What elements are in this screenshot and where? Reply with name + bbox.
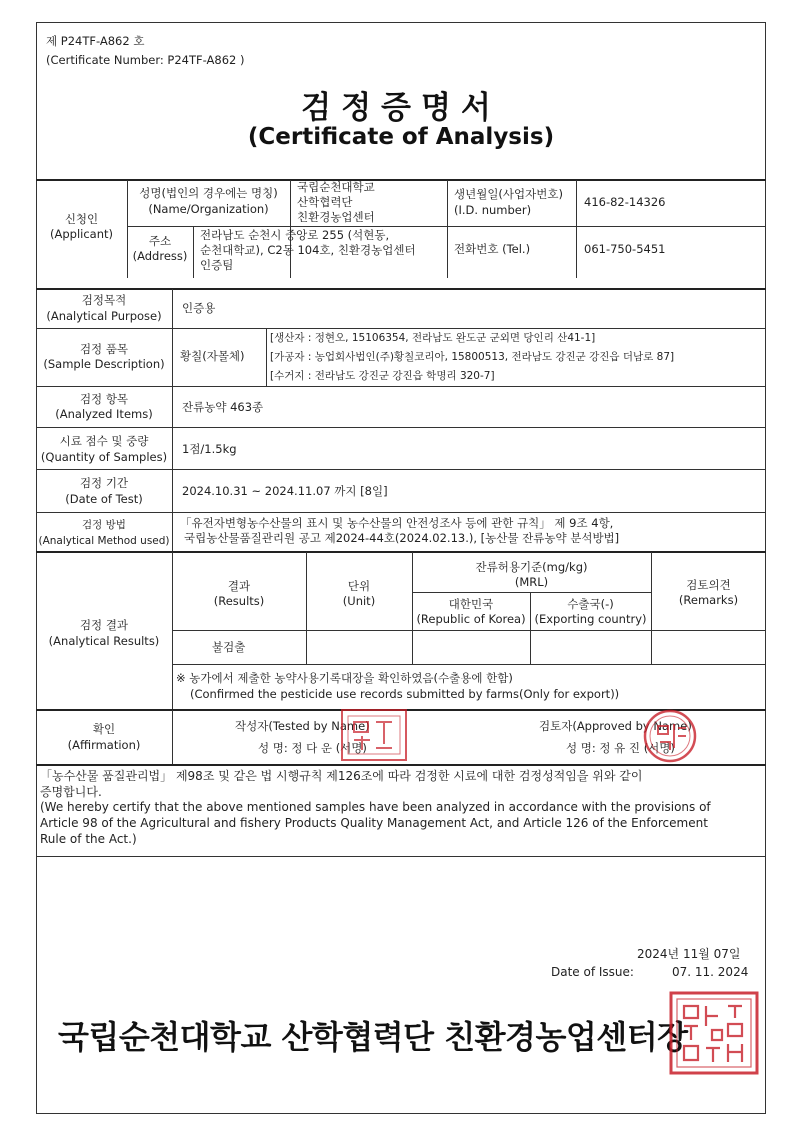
address-label-en: (Address) (132, 249, 188, 263)
tested-by-name: 성 명: 정 다 운 (서명) (258, 741, 367, 755)
result-value: 불검출 (212, 640, 246, 654)
sample-name: 황칠(자몰체) (180, 349, 245, 363)
date-of-test-label-ko: 검정 기간 (79, 476, 129, 490)
title-korean: 검정증명서 (301, 90, 501, 126)
col-export-en: (Exporting country) (534, 612, 647, 626)
address-label-ko: 주소 (148, 234, 172, 248)
certify-en-line3: Rule of the Act.) (40, 832, 137, 846)
col-remarks-en: (Remarks) (678, 593, 739, 607)
method-line1: 「유전자변형농수산물의 표시 및 농수산물의 안전성조사 등에 관한 규칙」 제 9조 4항, (180, 516, 614, 530)
name-label-en: (Name/Organization) (148, 202, 269, 216)
date-of-test-label-en: (Date of Test) (65, 492, 143, 506)
items-label-en: (Analyzed Items) (55, 407, 153, 421)
address-line1: 전라남도 순천시 중앙로 255 (석현동, (200, 228, 390, 242)
tester-seal-icon (336, 706, 412, 764)
affirmation-label-ko: 확인 (92, 722, 116, 736)
quantity-label-en: (Quantity of Samples) (40, 450, 168, 464)
cert-number-en: (Certificate Number: P24TF-A862 ) (46, 53, 245, 67)
sample-label-ko: 검정 품목 (79, 342, 129, 356)
method-line2: 국립농산물품질관리원 공고 제2024-44호(2024.02.13.), [농산물 잔류농약 분석방법] (184, 531, 620, 545)
purpose-value: 인증용 (182, 301, 216, 315)
address-line2: 순천대학교), C2동 104호, 친환경농업센터 (200, 243, 416, 257)
name-label-ko: 성명(법인의 경우에는 명칭) (139, 186, 278, 200)
quantity-label-ko: 시료 점수 및 중량 (59, 434, 149, 448)
sample-producer: [생산자 : 정현오, 15106354, 전라남도 완도군 군외면 당인리 산41-1] (270, 332, 596, 344)
method-label-ko: 검정 방법 (82, 519, 126, 531)
col-result-ko: 결과 (227, 579, 251, 593)
quantity-value: 1점/1.5kg (182, 442, 237, 456)
method-label-en: (Analytical Method used) (38, 535, 170, 547)
col-unit-en: (Unit) (342, 594, 376, 608)
id-label-en: (I.D. number) (454, 203, 532, 217)
applicant-label-en: (Applicant) (50, 227, 113, 241)
col-korea-en: (Republic of Korea) (416, 612, 526, 626)
date-of-test-value: 2024.10.31 ~ 2024.11.07 까지 [8일] (182, 484, 388, 498)
col-mrl-ko: 잔류허용기준(mg/kg) (475, 560, 588, 574)
issue-date-ko: 2024년 11월 07일 (637, 947, 741, 961)
id-value: 416-82-14326 (584, 195, 666, 209)
results-note-en: (Confirmed the pesticide use records submitted by farms(Only for export)) (190, 687, 620, 701)
sample-label-en: (Sample Description) (43, 357, 165, 371)
issuer-organization: 국립순천대학교 산학협력단 친환경농업센터장 (58, 1018, 688, 1056)
approved-by-label: 검토자(Approved by Name) (539, 719, 692, 733)
col-export-ko: 수출국(-) (567, 597, 614, 611)
applicant-label-ko: 신청인 (64, 212, 99, 226)
certify-ko-line2: 증명합니다. (40, 785, 102, 799)
purpose-label-ko: 검정목적 (81, 293, 127, 307)
col-mrl-en: (MRL) (514, 575, 549, 589)
items-value: 잔류농약 463종 (182, 400, 264, 414)
certify-en-line1: (We hereby certify that the above mentioned samples have been analyzed in accordance with the provisions of (40, 800, 711, 814)
cert-number-ko: 제 P24TF-A862 호 (46, 34, 145, 48)
results-note-ko: ※ 농가에서 제출한 농약사용기록대장을 확인하였음(수출용에 한함) (176, 671, 513, 685)
col-unit-ko: 단위 (347, 579, 371, 593)
items-label-ko: 검정 항목 (79, 392, 129, 406)
sample-collection: [수거지 : 전라남도 강진군 강진읍 학명리 320-7] (270, 370, 495, 382)
tel-value: 061-750-5451 (584, 242, 666, 256)
tel-label: 전화번호 (Tel.) (454, 242, 531, 256)
address-line3: 인증팀 (200, 258, 234, 272)
col-korea-ko: 대한민국 (448, 597, 494, 611)
certify-ko-line1: 「농수산물 품질관리법」 제98조 및 같은 법 시행규칙 제126조에 따라 검정한 시료에 대한 검정성적임을 위와 같이 (40, 769, 643, 783)
tested-by-label: 작성자(Tested by Name) (235, 719, 370, 733)
certify-en-line2: Article 98 of the Agricultural and fishery Products Quality Management Act, and Article 126 of the Enforcement (40, 816, 708, 830)
id-label-ko: 생년월일(사업자번호) (454, 187, 563, 201)
applicant-name-line2: 산학협력단 (297, 195, 353, 209)
col-remarks-ko: 검토의견 (686, 578, 731, 592)
results-label-en: (Analytical Results) (48, 634, 160, 648)
approved-by-name: 성 명: 정 유 진 (서명) (566, 741, 675, 755)
affirmation-label-en: (Affirmation) (67, 738, 141, 752)
results-label-ko: 검정 결과 (79, 618, 129, 632)
applicant-name-line3: 친환경농업센터 (297, 210, 375, 224)
purpose-label-en: (Analytical Purpose) (46, 309, 162, 323)
col-result-en: (Results) (213, 594, 265, 608)
approver-seal-icon (640, 706, 700, 766)
issue-date-label: Date of Issue: (551, 965, 634, 979)
sample-processor: [가공자 : 농업회사법인(주)황칠코리아, 15800513, 전라남도 강진군 강진읍 더남로 87] (270, 351, 675, 363)
issue-date-value: 07. 11. 2024 (672, 965, 749, 979)
official-seal-icon (668, 990, 760, 1076)
applicant-name-line1: 국립순천대학교 (297, 180, 375, 194)
title-english: (Certificate of Analysis) (247, 124, 555, 150)
